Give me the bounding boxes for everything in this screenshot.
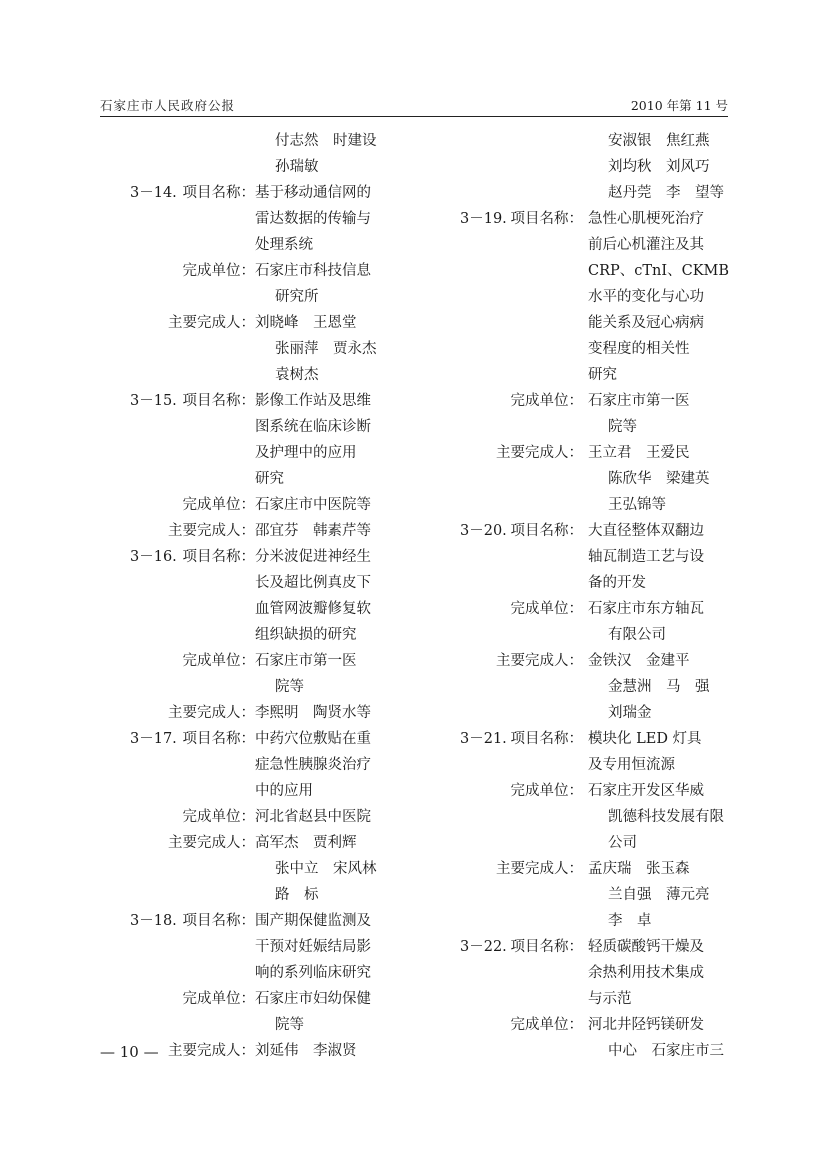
- project-entry: [100, 544, 405, 726]
- entry-line: [430, 570, 730, 596]
- completion-unit-value: 石家庄市第一医: [588, 393, 690, 409]
- main-completers-value: 孟庆瑞 张玉森: [588, 861, 690, 877]
- main-completers-value: 王弘锦等: [608, 497, 666, 513]
- project-number: 3－18.: [130, 913, 177, 929]
- entry-line: [430, 778, 730, 804]
- main-completers-value: 陈欣华 梁建英: [608, 471, 710, 487]
- project-name-value: 余热利用技术集成: [588, 965, 704, 981]
- project-entry: [430, 206, 730, 518]
- entry-line: [430, 232, 730, 258]
- completion-unit-value: 石家庄开发区华威: [588, 783, 704, 799]
- entry-line: [100, 726, 405, 752]
- entry-line: [100, 362, 405, 388]
- entry-line: [430, 804, 730, 830]
- main-completers-value: 张中立 宋风林: [275, 861, 377, 877]
- project-name-value: 水平的变化与心功: [588, 289, 704, 305]
- completion-unit-value: 公司: [608, 835, 637, 851]
- project-entry: [100, 180, 405, 388]
- entry-line: [100, 778, 405, 804]
- entry-line: [100, 700, 405, 726]
- entry-line: [100, 648, 405, 674]
- entry-line: [100, 492, 405, 518]
- entry-line: [100, 284, 405, 310]
- main-completers-label: 主要完成人：: [496, 653, 583, 669]
- project-name-value: 干预对妊娠结局影: [255, 939, 371, 955]
- completion-unit-label: 完成单位：: [182, 809, 255, 825]
- completion-unit-value: 石家庄市中医院等: [255, 497, 371, 513]
- entry-line: [100, 154, 405, 180]
- completion-unit-label: 完成单位：: [510, 393, 583, 409]
- left-column: [100, 128, 405, 1064]
- completion-unit-value: 河北井陉钙镁研发: [588, 1017, 704, 1033]
- project-name-value: CRP、cTnI、CKMB: [588, 263, 730, 279]
- completion-unit-value: 有限公司: [608, 627, 666, 643]
- completer-names: 安淑银 焦红燕: [608, 133, 710, 149]
- main-completers-value: 刘晓峰 王恩堂: [255, 315, 357, 331]
- entry-line: [430, 284, 730, 310]
- completion-unit-value: 院等: [275, 1017, 304, 1033]
- entry-line: [430, 1038, 730, 1064]
- project-name-value: 长及超比例真皮下: [255, 575, 371, 591]
- main-completers-value: 路 标: [275, 887, 319, 903]
- entry-line: [100, 986, 405, 1012]
- entry-line: [430, 830, 730, 856]
- project-name-value: 模块化 LED 灯具: [588, 731, 702, 747]
- main-completers-value: 兰自强 薄元亮: [608, 887, 710, 903]
- project-name-value: 备的开发: [588, 575, 646, 591]
- entry-line: [430, 518, 730, 544]
- entry-line: [430, 466, 730, 492]
- entry-line: [430, 336, 730, 362]
- entry-line: [100, 804, 405, 830]
- entry-line: [430, 180, 730, 206]
- entry-line: [100, 440, 405, 466]
- project-name-value: 研究: [588, 367, 617, 383]
- entry-line: [430, 960, 730, 986]
- project-number: 3－20.: [460, 523, 507, 539]
- completion-unit-label: 完成单位：: [182, 263, 255, 279]
- completion-unit-value: 院等: [275, 679, 304, 695]
- main-completers-label: 主要完成人：: [496, 861, 583, 877]
- completion-unit-value: 石家庄市第一医: [255, 653, 357, 669]
- completion-unit-value: 河北省赵县中医院: [255, 809, 371, 825]
- project-name-value: 处理系统: [255, 237, 313, 253]
- project-name-value: 能关系及冠心病病: [588, 315, 704, 331]
- project-entry: [100, 726, 405, 908]
- entry-line: [430, 128, 730, 154]
- project-name-value: 中药穴位敷贴在重: [255, 731, 371, 747]
- continued-entry: [100, 128, 405, 180]
- project-entry: [100, 908, 405, 1064]
- entry-line: [100, 128, 405, 154]
- entry-line: [100, 596, 405, 622]
- completer-names: 赵丹莞 李 望等: [608, 185, 724, 201]
- project-name-label: 项目名称：: [510, 731, 583, 747]
- completion-unit-label: 完成单位：: [510, 1017, 583, 1033]
- page-number: — 10 —: [100, 1043, 159, 1061]
- completion-unit-label: 完成单位：: [510, 601, 583, 617]
- entry-line: [430, 544, 730, 570]
- entry-line: [100, 908, 405, 934]
- entry-line: [430, 414, 730, 440]
- project-name-value: 轻质碳酸钙干燥及: [588, 939, 704, 955]
- project-name-value: 响的系列临床研究: [255, 965, 371, 981]
- entry-line: [100, 232, 405, 258]
- project-number: 3－17.: [130, 731, 177, 747]
- main-completers-value: 刘延伟 李淑贤: [255, 1043, 357, 1059]
- completion-unit-value: 凯德科技发展有限: [608, 809, 724, 825]
- main-completers-value: 李熙明 陶贤水等: [255, 705, 371, 721]
- issue-number: 2010 年第 11 号: [630, 98, 728, 113]
- entry-line: [100, 830, 405, 856]
- entry-line: [430, 258, 730, 284]
- project-name-label: 项目名称：: [182, 913, 255, 929]
- main-completers-label: 主要完成人：: [496, 445, 583, 461]
- project-number: 3－15.: [130, 393, 177, 409]
- entry-line: [430, 206, 730, 232]
- main-completers-value: 张丽萍 贾永杰: [275, 341, 377, 357]
- project-name-value: 影像工作站及思维: [255, 393, 371, 409]
- entry-line: [430, 310, 730, 336]
- main-completers-value: 袁树杰: [275, 367, 319, 383]
- entry-line: [100, 336, 405, 362]
- entry-line: [430, 388, 730, 414]
- project-name-value: 组织缺损的研究: [255, 627, 357, 643]
- project-name-value: 症急性胰腺炎治疗: [255, 757, 371, 773]
- entry-line: [430, 154, 730, 180]
- page-header: [100, 94, 728, 117]
- project-name-value: 大直径整体双翻边: [588, 523, 704, 539]
- main-completers-value: 金慧洲 马 强: [608, 679, 710, 695]
- project-name-label: 项目名称：: [182, 549, 255, 565]
- main-completers-value: 李 卓: [608, 913, 652, 929]
- entry-line: [100, 518, 405, 544]
- project-number: 3－21.: [460, 731, 507, 747]
- project-name-value: 变程度的相关性: [588, 341, 690, 357]
- main-completers-label: 主要完成人：: [168, 523, 255, 539]
- right-column: [430, 128, 730, 1064]
- entry-line: [430, 700, 730, 726]
- project-name-label: 项目名称：: [510, 939, 583, 955]
- completion-unit-value: 院等: [608, 419, 637, 435]
- project-name-value: 中的应用: [255, 783, 313, 799]
- project-name-value: 前后心机灌注及其: [588, 237, 704, 253]
- project-name-value: 围产期保健监测及: [255, 913, 371, 929]
- entry-line: [100, 622, 405, 648]
- project-name-value: 分米波促进神经生: [255, 549, 371, 565]
- entry-line: [100, 856, 405, 882]
- completer-names: 刘均秋 刘风巧: [608, 159, 710, 175]
- completion-unit-label: 完成单位：: [182, 991, 255, 1007]
- project-name-label: 项目名称：: [182, 393, 255, 409]
- project-entry: [430, 934, 730, 1064]
- entry-line: [100, 882, 405, 908]
- entry-line: [430, 492, 730, 518]
- project-name-value: 与示范: [588, 991, 632, 1007]
- entry-line: [430, 674, 730, 700]
- entry-line: [430, 856, 730, 882]
- project-name-label: 项目名称：: [510, 211, 583, 227]
- entry-line: [100, 180, 405, 206]
- main-completers-label: 主要完成人：: [168, 315, 255, 331]
- entry-line: [100, 934, 405, 960]
- completion-unit-value: 研究所: [275, 289, 319, 305]
- project-name-value: 及专用恒流源: [588, 757, 675, 773]
- entry-line: [430, 726, 730, 752]
- main-completers-value: 高军杰 贾利辉: [255, 835, 357, 851]
- completion-unit-label: 完成单位：: [510, 783, 583, 799]
- project-number: 3－16.: [130, 549, 177, 565]
- project-name-value: 及护理中的应用: [255, 445, 357, 461]
- entry-line: [430, 934, 730, 960]
- entry-line: [100, 1012, 405, 1038]
- entry-line: [100, 310, 405, 336]
- entry-line: [100, 674, 405, 700]
- project-name-label: 项目名称：: [182, 731, 255, 747]
- entry-line: [430, 986, 730, 1012]
- entry-line: [430, 440, 730, 466]
- entry-line: [100, 388, 405, 414]
- main-completers-value: 邵宜芬 韩素芹等: [255, 523, 371, 539]
- project-entry: [430, 518, 730, 726]
- main-completers-label: 主要完成人：: [168, 705, 255, 721]
- main-completers-value: 王立君 王爱民: [588, 445, 690, 461]
- main-completers-label: 主要完成人：: [168, 835, 255, 851]
- entry-line: [430, 622, 730, 648]
- project-entry: [100, 388, 405, 544]
- project-name-value: 急性心肌梗死治疗: [588, 211, 704, 227]
- entry-line: [430, 596, 730, 622]
- main-completers-value: 刘瑞金: [608, 705, 652, 721]
- entry-line: [430, 1012, 730, 1038]
- main-completers-value: 金铁汉 金建平: [588, 653, 690, 669]
- completion-unit-value: 中心 石家庄市三: [608, 1043, 724, 1059]
- entry-line: [100, 752, 405, 778]
- project-number: 3－19.: [460, 211, 507, 227]
- project-name-label: 项目名称：: [182, 185, 255, 201]
- entry-line: [100, 414, 405, 440]
- entry-line: [100, 258, 405, 284]
- entry-line: [100, 206, 405, 232]
- completion-unit-label: 完成单位：: [182, 497, 255, 513]
- completer-names: 付志然 时建设: [275, 133, 377, 149]
- project-entry: [430, 726, 730, 934]
- entry-line: [430, 908, 730, 934]
- project-name-value: 血管网波瓣修复软: [255, 601, 371, 617]
- publication-title: 石家庄市人民政府公报: [100, 98, 236, 113]
- entry-line: [430, 752, 730, 778]
- completion-unit-value: 石家庄市东方轴瓦: [588, 601, 704, 617]
- entry-line: [430, 648, 730, 674]
- project-name-value: 轴瓦制造工艺与设: [588, 549, 704, 565]
- completion-unit-label: 完成单位：: [182, 653, 255, 669]
- continued-entry: [430, 128, 730, 206]
- project-name-value: 基于移动通信网的: [255, 185, 371, 201]
- completion-unit-value: 石家庄市科技信息: [255, 263, 371, 279]
- project-name-value: 研究: [255, 471, 284, 487]
- entry-line: [430, 362, 730, 388]
- project-number: 3－22.: [460, 939, 507, 955]
- project-number: 3－14.: [130, 185, 177, 201]
- entry-line: [430, 882, 730, 908]
- project-name-value: 图系统在临床诊断: [255, 419, 371, 435]
- main-completers-label: 主要完成人：: [168, 1043, 255, 1059]
- entry-line: [100, 960, 405, 986]
- project-name-value: 雷达数据的传输与: [255, 211, 371, 227]
- entry-line: [100, 466, 405, 492]
- completion-unit-value: 石家庄市妇幼保健: [255, 991, 371, 1007]
- entry-line: [100, 544, 405, 570]
- entry-line: [100, 570, 405, 596]
- completer-names: 孙瑞敏: [275, 159, 319, 175]
- project-name-label: 项目名称：: [510, 523, 583, 539]
